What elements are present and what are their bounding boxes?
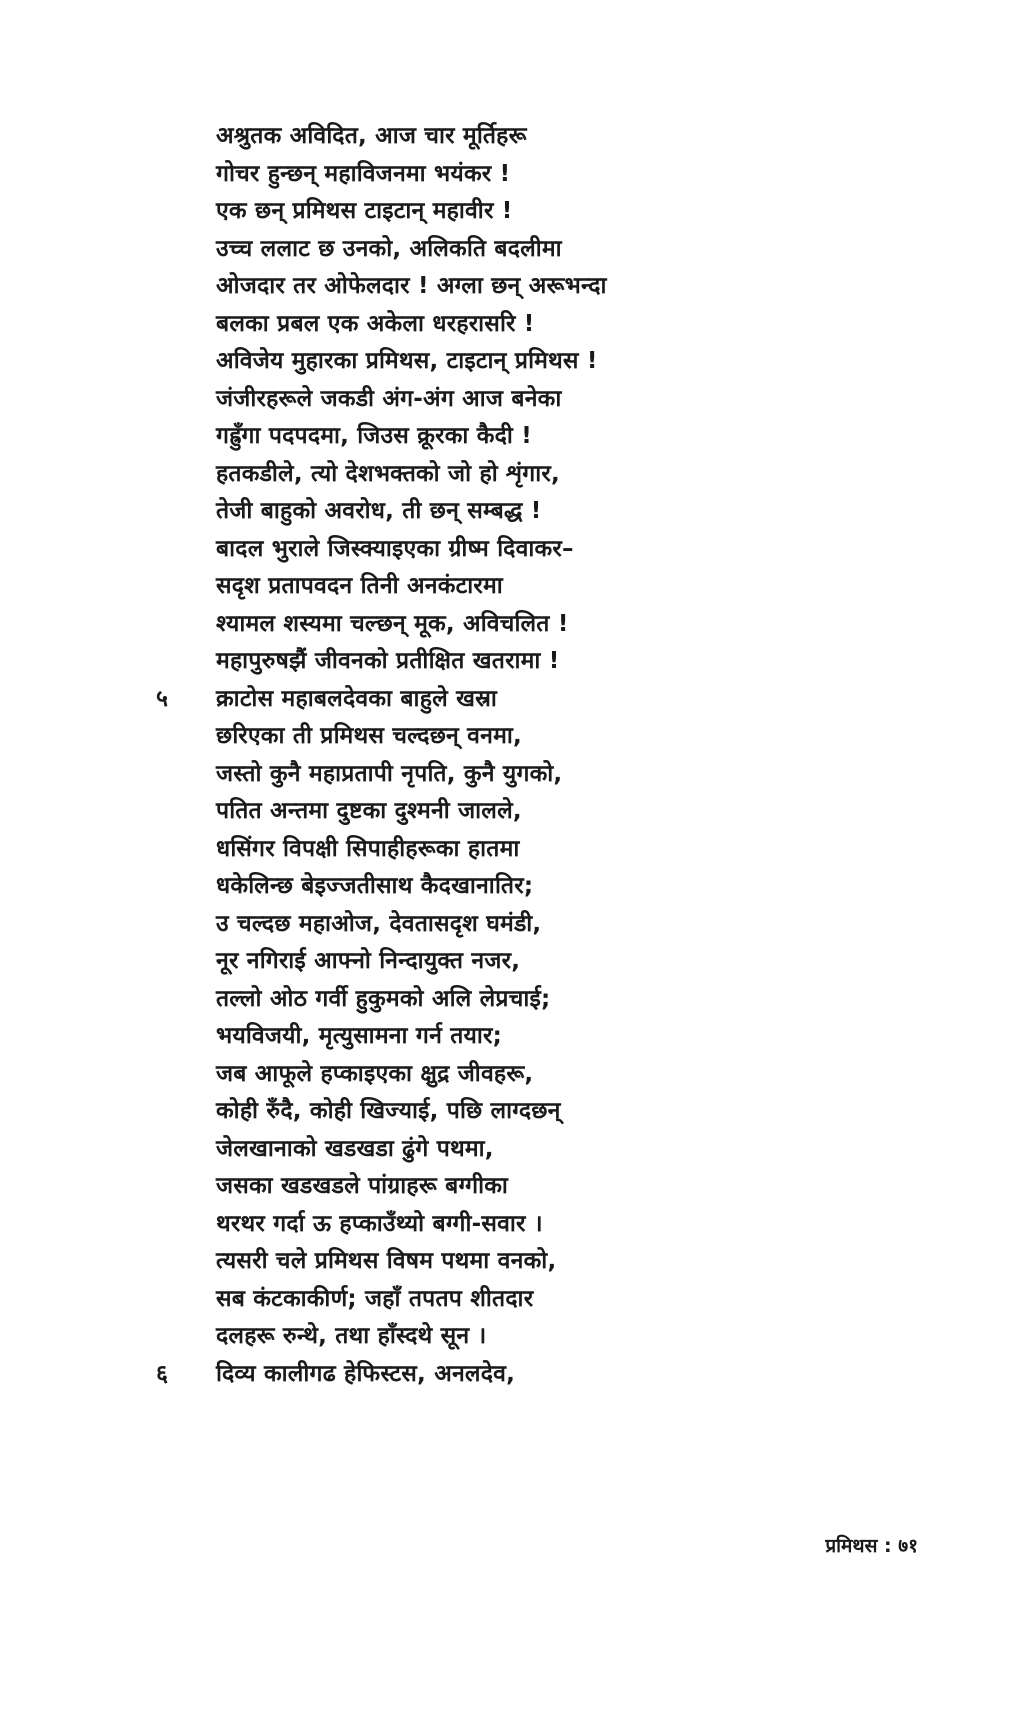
poem-line-text: थरथर गर्दा ऊ हप्काउँथ्यो बग्गी-सवार । [216,1210,543,1237]
poem-line-text: भयविजयी, मृत्युसामना गर्न तयार; [216,1023,503,1049]
poem-line [0,606,1024,644]
poem-line-text: दिव्य कालीगढ हेफिस्टस, अनलदेव, [216,1360,516,1387]
poem-line [0,868,1024,906]
poem-line [0,306,1024,344]
poem-line-text: धकेलिन्छ बेइज्जतीसाथ कैदखानातिर; [216,873,534,899]
poem-line-text: जस्तो कुनै महाप्रतापी नृपति, कुनै युगको, [216,760,563,787]
poem-line [0,1168,1024,1206]
poem-line-text: कोही रुँदै, कोही खिज्याई, पछि लाग्दछन् [216,1098,561,1124]
poem-line [0,1206,1024,1244]
poem-line-text: दलहरू रुन्थे, तथा हाँस्दथे सून । [216,1323,487,1349]
poem-line-text: सब कंटकाकीर्ण; जहाँ तपतप शीतदार [216,1285,534,1312]
poem-line [0,343,1024,381]
poem-line-text: जब आफूले हप्काइएका क्षुद्र जीवहरू, [216,1060,534,1087]
poem-line [0,456,1024,494]
poem-line [0,643,1024,681]
poem-line-text: गोचर हुन्छन् महाविजनमा भयंकर ! [216,160,511,187]
poem-line [0,156,1024,194]
poem-line-text: ओजदार तर ओफेलदार ! अग्ला छन् अरूभन्दा [216,273,607,299]
poem-line-text: उच्च ललाट छ उनको, अलिकति बदलीमा [216,235,562,262]
poem-line [0,1281,1024,1319]
poem-line [0,493,1024,531]
poem-line-text: धसिंगर विपक्षी सिपाहीहरूका हातमा [216,835,520,862]
page-footer: प्रमिथस : ७१ [825,1535,918,1557]
stanza-number: ५ [156,685,168,712]
poem-line-text: जंजीरहरूले जकडी अंग-अंग आज बनेका [216,385,562,412]
poem-line [0,981,1024,1019]
poem-line-text: महापुरुषझैं जीवनको प्रतीक्षित खतरामा ! [216,648,560,674]
poem-line-text: अविजेय मुहारका प्रमिथस, टाइटान् प्रमिथस ! [216,348,598,374]
stanza-number: ६ [156,1360,168,1387]
poem-line-text: तेजी बाहुको अवरोध, ती छन् सम्बद्ध ! [216,498,542,524]
poem-line [0,1243,1024,1281]
poem-line-text: हतकडीले, त्यो देशभक्तको जो हो शृंगार, [216,460,560,487]
poem-line [0,1056,1024,1094]
poem-line [0,718,1024,756]
poem-line [0,793,1024,831]
poem-line-text: श्यामल शस्यमा चल्छन् मूक, अविचलित ! [216,610,569,637]
poem-line-text: क्राटोस महाबलदेवका बाहुले खस्रा [216,685,498,712]
poem-line [0,756,1024,794]
poem-line [0,681,1024,719]
poem-line-text: सदृश प्रतापवदन तिनी अनकंटारमा [216,573,503,599]
poem-line [0,1018,1024,1056]
poem-line [0,531,1024,569]
poem-line [0,568,1024,606]
poem-line [0,1356,1024,1394]
poem-line-text: छरिएका ती प्रमिथस चल्दछन् वनमा, [216,723,522,749]
poem-line [0,1093,1024,1131]
poem-line-text: बादल भुराले जिस्क्याइएका ग्रीष्म दिवाकर– [216,535,574,562]
poem-line [0,906,1024,944]
poem-line [0,231,1024,269]
poem-line [0,268,1024,306]
poem-line [0,381,1024,419]
poem-line-text: तल्लो ओठ गर्वी हुकुमको अलि लेप्रचाई; [216,985,551,1012]
poem-line [0,943,1024,981]
poem-line-text: उ चल्दछ महाओज, देवतासदृश घमंडी, [216,910,542,937]
poem-body [0,118,1024,1393]
poem-line [0,1131,1024,1169]
poem-line-text: गह्रुँगा पदपदमा, जिउस क्रूरका कैदी ! [216,423,532,449]
poem-line [0,118,1024,156]
poem-line-text: बलका प्रबल एक अकेला धरहरासरि ! [216,310,535,337]
poem-line-text: नूर नगिराई आफ्नो निन्दायुक्त नजर, [216,948,521,974]
poem-line [0,1318,1024,1356]
poem-line [0,831,1024,869]
poem-line-text: जसका खडखडले पांग्राहरू बग्गीका [216,1173,509,1199]
poem-line-text: त्यसरी चले प्रमिथस विषम पथमा वनको, [216,1248,557,1274]
poem-line-text: एक छन् प्रमिथस टाइटान् महावीर ! [216,198,513,224]
poem-line-text: पतित अन्तमा दुष्टका दुश्मनी जालले, [216,798,522,824]
poem-line [0,418,1024,456]
poem-line-text: जेलखानाको खडखडा ढुंगे पथमा, [216,1135,494,1162]
poem-line-text: अश्रुतक अविदित, आज चार मूर्तिहरू [216,123,527,149]
poem-line [0,193,1024,231]
